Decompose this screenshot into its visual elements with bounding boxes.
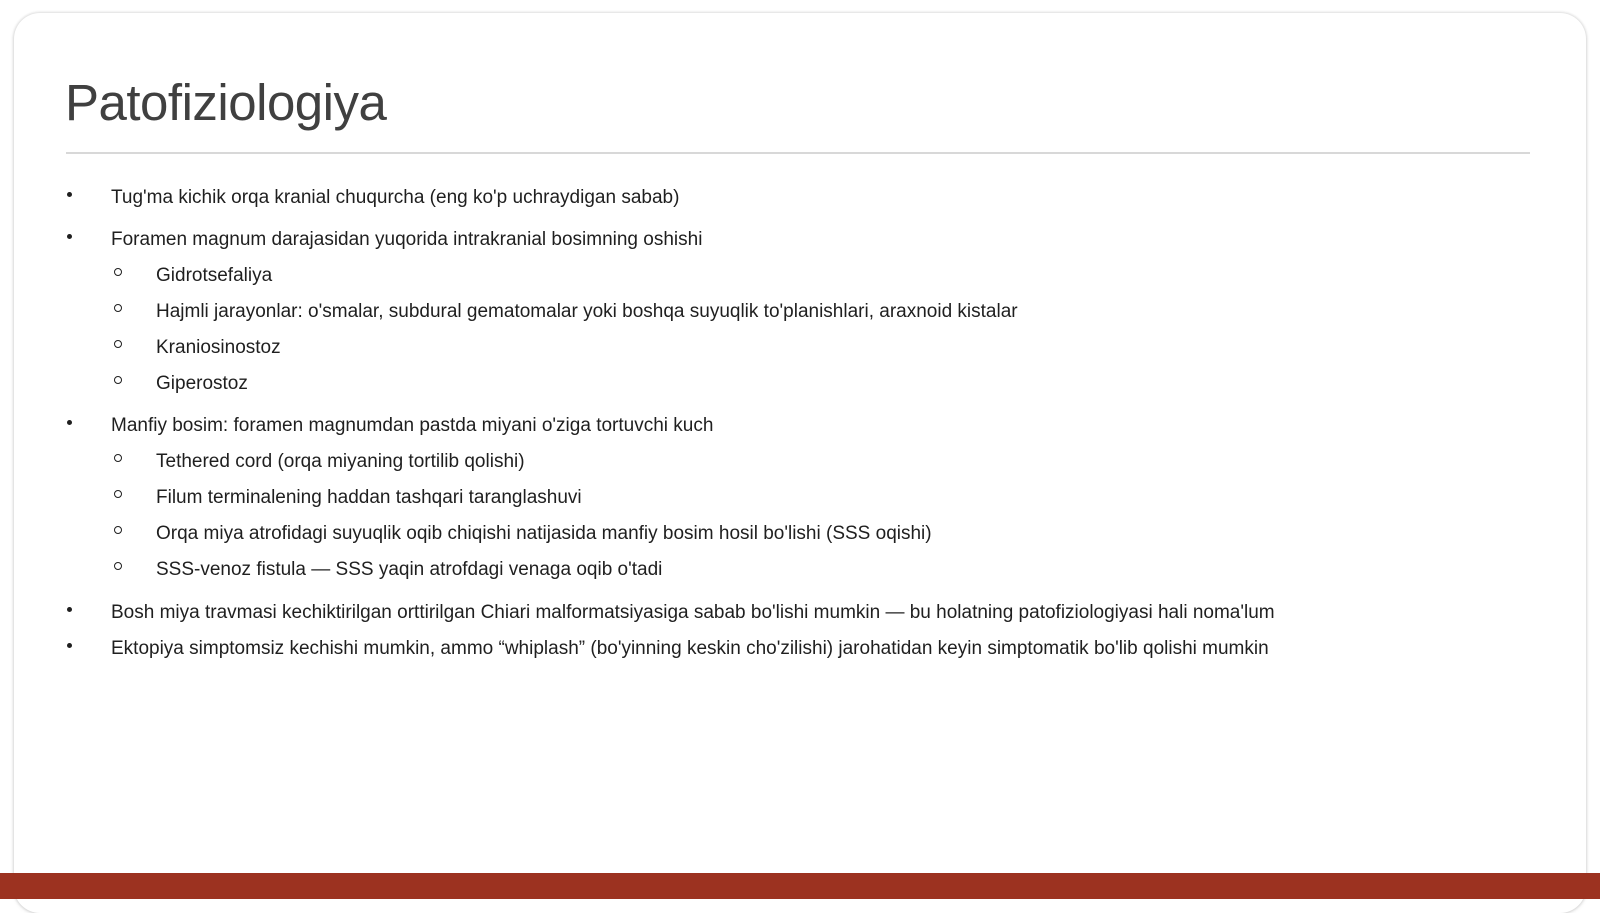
bullet-dot-icon — [64, 635, 78, 663]
bullet-circle-icon — [112, 262, 126, 290]
bullet-circle-icon — [112, 520, 126, 548]
sub-bullet-text: Orqa miya atrofidagi suyuqlik oqib chiqishi natijasida manfiy bosim hosil bo'lishi (SSS oqishi) — [156, 523, 932, 544]
bullet-circle-icon — [112, 556, 126, 584]
sub-bullet-text: Gidrotsefaliya — [156, 265, 273, 286]
sub-bullet-text: Tethered cord (orqa miyaning tortilib qolishi) — [156, 451, 525, 472]
bullet-circle-icon — [112, 484, 126, 512]
bullet-circle-icon — [112, 334, 126, 362]
bullet-text: Ektopiya simptomsiz kechishi mumkin, ammo “whiplash” (bo'yinning keskin cho'zilishi) jarohatidan keyin simptomatik bo'lib qolishi mumkin — [111, 638, 1269, 659]
bullet-dot-icon — [64, 184, 78, 212]
bullet-circle-icon — [112, 298, 126, 326]
bullet-circle-icon — [112, 370, 126, 398]
footer-bar — [0, 873, 1600, 899]
bullet-dot-icon — [64, 599, 78, 627]
bullet-dot-icon — [64, 412, 78, 440]
bullet-text: Manfiy bosim: foramen magnumdan pastda miyani o'ziga tortuvchi kuch — [111, 415, 714, 436]
sub-bullet-text: SSS-venoz fistula — SSS yaqin atrofdagi venaga oqib o'tadi — [156, 559, 663, 580]
sub-bullet-text: Kraniosinostoz — [156, 337, 281, 358]
sub-bullet-text: Filum terminalening haddan tashqari taranglashuvi — [156, 487, 582, 508]
sub-bullet-text: Giperostoz — [156, 373, 248, 394]
bullet-circle-icon — [112, 448, 126, 476]
bullet-text: Tug'ma kichik orqa kranial chuqurcha (eng ko'p uchraydigan sabab) — [111, 187, 680, 208]
sub-bullet-text: Hajmli jarayonlar: o'smalar, subdural gematomalar yoki boshqa suyuqlik to'planishlari, araxnoid kistalar — [156, 301, 1018, 322]
bullet-text: Foramen magnum darajasidan yuqorida intrakranial bosimning oshishi — [111, 229, 703, 250]
bullet-dot-icon — [64, 226, 78, 254]
slide-title: Patofiziologiya — [65, 74, 387, 131]
bullet-text: Bosh miya travmasi kechiktirilgan orttirilgan Chiari malformatsiyasiga sabab bo'lishi mumkin — bu holatning patofiziologiyasi hali noma'lum — [111, 602, 1275, 623]
